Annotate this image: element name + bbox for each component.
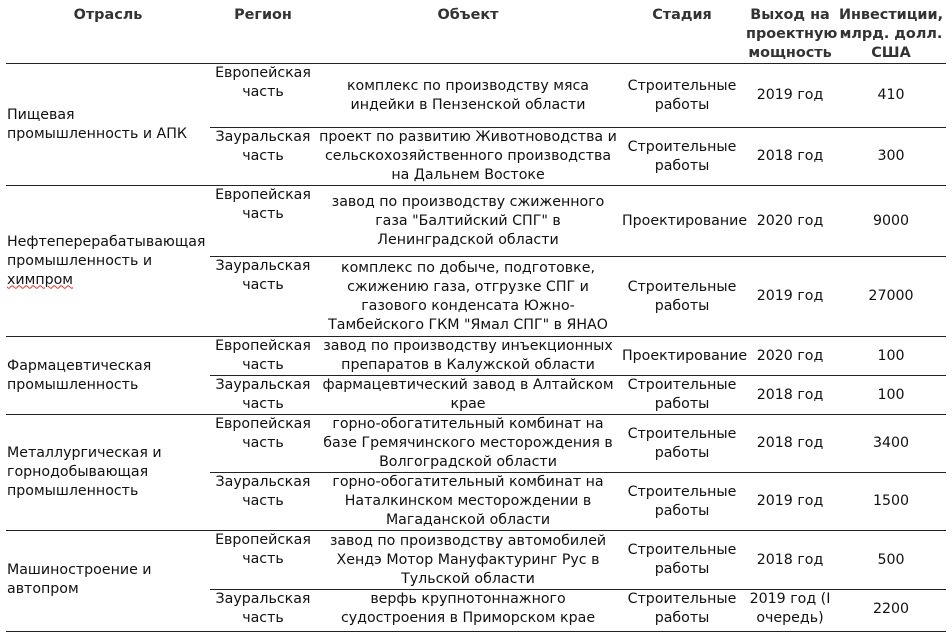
stage-cell: Строительные работы — [620, 64, 744, 128]
region-cell: Зауральская часть — [210, 590, 316, 629]
investment-cell: 2200 — [836, 590, 946, 629]
branch-cell — [6, 186, 210, 337]
branch-cell-text-extra: химпром — [7, 271, 73, 288]
header-investment: Инвестиции, млрд. долл. США — [838, 7, 944, 61]
year-cell: 2019 год (I очередь) — [744, 590, 836, 629]
investment-cell: 100 — [836, 337, 946, 376]
year-cell: 2019 год — [744, 473, 836, 531]
investment-cell: 27000 — [836, 257, 946, 337]
stage-cell: Строительные работы — [620, 415, 744, 473]
object-cell: верфь крупнотоннажного судостроения в Приморском крае — [316, 590, 620, 629]
branch-cell-text: Нефтеперерабатывающая промышленность и — [7, 233, 206, 269]
region-cell: Европейская часть — [210, 415, 316, 473]
branch-cell: Пищевая промышленность и АПК — [6, 64, 210, 186]
region-cell: Европейская часть — [210, 337, 316, 376]
region-cell: Зауральская часть — [210, 376, 316, 415]
table-row — [6, 64, 946, 128]
year-cell: 2018 год — [744, 376, 836, 415]
object-cell: комплекс по производству мяса индейки в Пензенской области — [316, 64, 620, 128]
stage-cell: Строительные работы — [620, 473, 744, 531]
header-object: Объект — [437, 7, 499, 23]
investment-cell: 300 — [836, 128, 946, 186]
region-cell: Зауральская часть — [210, 473, 316, 531]
investment-projects-table — [6, 6, 946, 628]
object-cell: комплекс по добыче, подготовке, сжижению газа, отгрузке СПГ и газового конденсата Южно-Тамбейского ГКМ "Ямал СПГ" в ЯНАО — [316, 257, 620, 337]
investment-cell: 3400 — [836, 415, 946, 473]
investment-cell: 1500 — [836, 473, 946, 531]
year-cell: 2018 год — [744, 128, 836, 186]
table-row — [6, 186, 946, 257]
object-cell: завод по производству автомобилей Хендэ Мотор Мануфактуринг Рус в Тульской области — [316, 531, 620, 590]
year-cell: 2019 год — [744, 257, 836, 337]
region-cell: Европейская часть — [210, 186, 316, 257]
table-row — [6, 415, 946, 473]
object-cell: завод по производству инъекционных препаратов в Калужской области — [316, 337, 620, 376]
header-region: Регион — [234, 7, 292, 23]
header-row — [6, 6, 946, 64]
investment-cell: 410 — [836, 64, 946, 128]
stage-cell: Строительные работы — [620, 590, 744, 629]
stage-cell: Проектирование — [620, 337, 744, 376]
header-branch: Отрасль — [73, 7, 143, 23]
investment-cell: 500 — [836, 531, 946, 590]
stage-cell: Проектирование — [620, 186, 744, 257]
object-cell: фармацевтический завод в Алтайском крае — [316, 376, 620, 415]
header-stage: Стадия — [652, 7, 712, 23]
year-cell: 2019 год — [744, 64, 836, 128]
year-cell: 2018 год — [744, 531, 836, 590]
region-cell: Зауральская часть — [210, 257, 316, 337]
stage-cell: Строительные работы — [620, 257, 744, 337]
stage-cell: Строительные работы — [620, 376, 744, 415]
year-cell: 2020 год — [744, 186, 836, 257]
table-row — [6, 531, 946, 590]
object-cell: горно-обогатительный комбинат на Наталкинском месторождении в Магаданской области — [316, 473, 620, 531]
table-row — [6, 337, 946, 376]
region-cell: Европейская часть — [210, 531, 316, 590]
object-cell: проект по развитию Животноводства и сельскохозяйственного производства на Дальнем Востоке — [316, 128, 620, 186]
table-bottom-border — [6, 631, 946, 632]
branch-cell: Фармацевтическая промышленность — [6, 337, 210, 415]
year-cell: 2018 год — [744, 415, 836, 473]
investment-cell: 9000 — [836, 186, 946, 257]
stage-cell: Строительные работы — [620, 531, 744, 590]
branch-cell: Металлургическая и горнодобывающая промышленность — [6, 415, 210, 531]
branch-cell: Машиностроение и автопром — [6, 531, 210, 629]
header-capacity: Выход на проектную мощность — [746, 7, 838, 61]
object-cell: завод по производству сжиженного газа "Балтийский СПГ" в Ленинградской области — [316, 186, 620, 257]
investment-cell: 100 — [836, 376, 946, 415]
region-cell: Европейская часть — [210, 64, 316, 128]
object-cell: горно-обогатительный комбинат на базе Гремячинского месторождения в Волгоградской области — [316, 415, 620, 473]
stage-cell: Строительные работы — [620, 128, 744, 186]
year-cell: 2020 год — [744, 337, 836, 376]
region-cell: Зауральская часть — [210, 128, 316, 186]
